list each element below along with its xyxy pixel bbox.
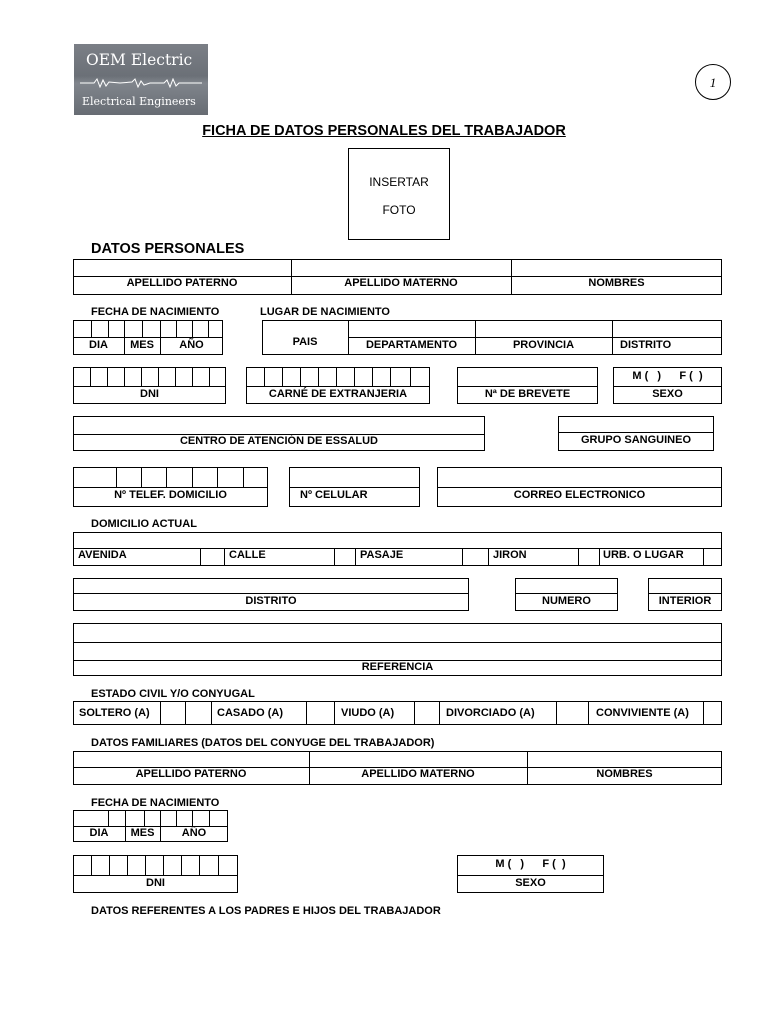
option-conviviente[interactable]: CONVIVIENTE (A) [596,707,689,719]
label-urb: URB. O LUGAR [603,549,684,561]
label-provincia: PROVINCIA [512,339,575,351]
label-dni: DNI [140,388,159,400]
address-heading: DOMICILIO ACTUAL [91,518,197,530]
label-referencia: REFERENCIA [361,661,434,673]
label-spouse-anio: AÑO [181,827,207,839]
label-apellido-materno: APELLIDO MATERNO [344,277,458,289]
birthplace-heading: LUGAR DE NACIMIENTO [260,306,390,318]
logo-line1: OEM Electric [86,51,193,69]
section-personal-heading: DATOS PERSONALES [91,241,245,257]
birth-heading: FECHA DE NACIMIENTO [91,306,220,318]
civil-heading: ESTADO CIVIL Y/O CONYUGAL [91,688,255,700]
label-mes: MES [130,339,154,351]
label-sexo: SEXO [652,388,683,400]
label-spouse-sexo: SEXO [515,877,546,889]
label-jiron: JIRON [493,549,527,561]
label-spouse-mes: MES [130,827,155,839]
label-numero: NUMERO [542,595,591,607]
option-viudo[interactable]: VIUDO (A) [341,707,395,719]
lightning-icon [80,78,202,88]
label-avenida: AVENIDA [78,549,127,561]
page-title: FICHA DE DATOS PERSONALES DEL TRABAJADOR [202,123,566,139]
label-departamento: DEPARTAMENTO [365,339,458,351]
label-distrito-nac: DISTRITO [620,339,672,351]
label-carne: CARNÉ DE EXTRANJERIA [268,388,408,400]
label-brevete: Nª DE BREVETE [484,388,571,400]
label-correo: CORREO ELECTRONICO [513,489,646,501]
label-anio: AÑO [179,339,204,351]
label-spouse-paterno: APELLIDO PATERNO [135,768,247,780]
label-spouse-dia: DIA [89,827,109,839]
spouse-sexo-options[interactable]: M ( ) F ( ) [495,858,566,870]
label-spouse-materno: APELLIDO MATERNO [361,768,475,780]
photo-box[interactable] [348,148,450,240]
label-grupo-sanguineo: GRUPO SANGUINEO [580,434,691,446]
option-divorciado[interactable]: DIVORCIADO (A) [446,707,535,719]
photo-label-2: FOTO [382,203,416,217]
label-nombres: NOMBRES [588,277,645,289]
label-interior: INTERIOR [658,595,712,607]
spouse-birth-heading: FECHA DE NACIMIENTO [91,797,220,809]
label-spouse-dni: DNI [146,877,165,889]
page-number: 1 [695,64,731,100]
label-dia: DIA [89,339,108,351]
label-celular: Nº CELULAR [300,489,368,501]
label-telefono: Nº TELEF. DOMICILIO [114,489,227,501]
label-pais: PAIS [292,336,318,348]
label-essalud: CENTRO DE ATENCIÓN DE ESSALUD [179,435,378,447]
logo-line2: Electrical Engineers [82,95,196,108]
photo-label-1: INSERTAR [369,175,429,189]
label-spouse-nombres: NOMBRES [596,768,653,780]
option-soltero[interactable]: SOLTERO (A) [79,707,150,719]
label-pasaje: PASAJE [360,549,404,561]
company-logo [74,44,208,115]
option-casado[interactable]: CASADO (A) [217,707,283,719]
label-distrito: DISTRITO [245,595,297,607]
sexo-options[interactable]: M ( ) F ( ) [632,370,703,382]
parents-heading: DATOS REFERENTES A LOS PADRES E HIJOS DEL TRABAJADOR [91,905,441,917]
label-apellido-paterno: APELLIDO PATERNO [126,277,238,289]
label-calle: CALLE [229,549,266,561]
family-heading: DATOS FAMILIARES (DATOS DEL CONYUGE DEL TRABAJADOR) [91,737,435,749]
